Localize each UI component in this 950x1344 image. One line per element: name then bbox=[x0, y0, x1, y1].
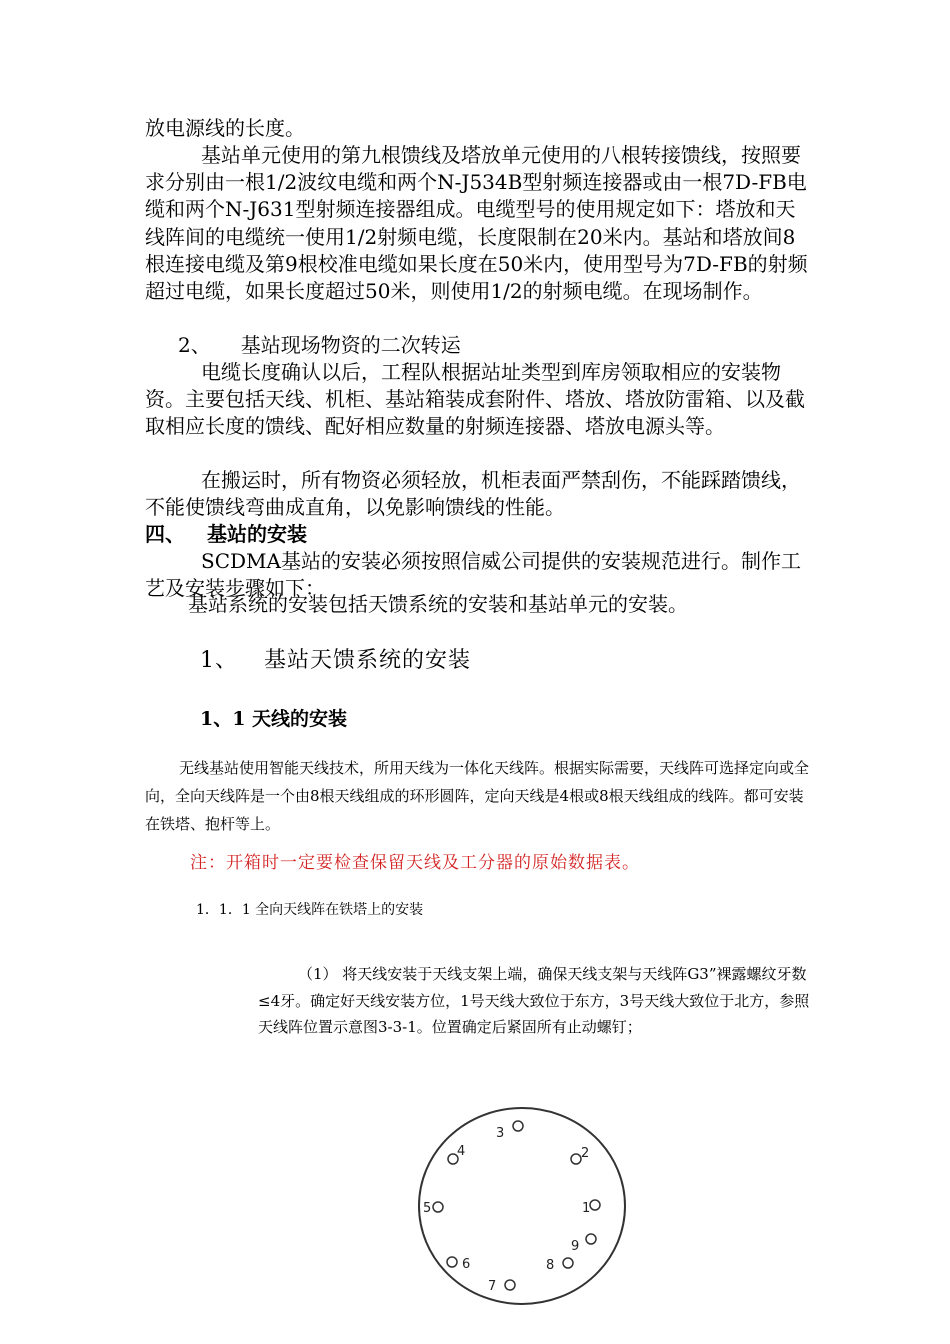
list-item-title: 基站现场物资的二次转运 bbox=[240, 333, 461, 357]
paragraph-feeder-spec: 基站单元使用的第九根馈线及塔放单元使用的八根转接馈线，按照要求分别由一根1/2波纹电缆和两个N-J534B型射频连接器或由一根7D-FB电缆和两个N-J631型射频连接器组成。电缆型号的使用规定如下：塔放和天线阵间的电缆统一使用1/2射频电缆，长度限制在20米内。基站和塔放间8根连接电缆及第9根校准电缆如果长度在50米内，使用型号为7D-FB的射频超过电缆，如果长度超过50米，则使用1/2的射频电缆。在现场制作。 bbox=[145, 143, 808, 304]
antenna-6-marker bbox=[447, 1257, 457, 1267]
label-7: 7 bbox=[488, 1279, 497, 1294]
antenna-2-marker bbox=[571, 1154, 581, 1164]
paragraph-system-scope: 基站系统的安装包括天馈系统的安装和基站单元的安装。 bbox=[188, 592, 688, 616]
label-8: 8 bbox=[546, 1258, 555, 1273]
section-number: 四、 bbox=[145, 522, 185, 546]
heading-number: 1、 bbox=[200, 648, 238, 673]
heading-antenna-system bbox=[200, 646, 800, 676]
paragraph-transport: 在搬运时，所有物资必须轻放，机柜表面严禁刮伤，不能踩踏馈线，不能使馈线弯曲成直角，以免影响馈线的性能。 bbox=[145, 468, 801, 520]
label-6: 6 bbox=[462, 1257, 471, 1272]
section-title: 基站的安装 bbox=[207, 522, 307, 546]
label-2: 2 bbox=[581, 1146, 590, 1161]
antenna-7-marker bbox=[505, 1280, 515, 1290]
label-5: 5 bbox=[423, 1201, 432, 1216]
label-9: 9 bbox=[571, 1239, 580, 1254]
heading-omni-tower: 1．1．1 全向天线阵在铁塔上的安装 bbox=[196, 902, 424, 918]
antenna-9-marker bbox=[586, 1234, 596, 1244]
label-1: 1 bbox=[582, 1201, 591, 1216]
list-item-2 bbox=[178, 332, 810, 359]
antenna-5-marker bbox=[433, 1202, 443, 1212]
note-check-data-sheet: 注：开箱时一定要检查保留天线及工分器的原始数据表。 bbox=[190, 853, 640, 873]
label-4: 4 bbox=[457, 1144, 466, 1159]
antenna-8-marker bbox=[563, 1258, 573, 1268]
list-number: 2、 bbox=[178, 333, 211, 357]
label-3: 3 bbox=[496, 1126, 505, 1141]
array-circle bbox=[419, 1108, 625, 1304]
step-1-install: （1） 将天线安装于天线支架上端，确保天线支架与天线阵G3”裸露螺纹牙数≤4牙。确定好天线安装方位，1号天线大致位于东方，3号天线大致位于北方，参照天线阵位置示意图3-3-1。位置确定后紧固所有止动螺钉； bbox=[258, 965, 810, 1036]
section-heading-4 bbox=[145, 521, 810, 548]
paragraph-power-cable: 放电源线的长度。 bbox=[145, 116, 305, 140]
paragraph-materials: 电缆长度确认以后，工程队根据站址类型到库房领取相应的安装物资。主要包括天线、机柜、基站箱装成套附件、塔放、塔放防雷箱、以及截取相应长度的馈线、配好相应数量的射频连接器、塔放电源头等。 bbox=[145, 360, 805, 439]
paragraph-smart-antenna: 无线基站使用智能天线技术，所用天线为一体化天线阵。根据实际需要，天线阵可选择定向或全向，全向天线阵是一个由8根天线组成的环形圆阵，定向天线是4根或8根天线组成的线阵。都可安装在铁塔、抱杆等上。 bbox=[145, 759, 810, 833]
paragraph-scdma: SCDMA基站的安装必须按照信威公司提供的安装规范进行。制作工艺及安装步骤如下： bbox=[145, 549, 801, 601]
antenna-1-marker bbox=[590, 1200, 600, 1210]
heading-title: 基站天馈系统的安装 bbox=[264, 648, 472, 673]
antenna-array-diagram bbox=[410, 1100, 640, 1310]
heading-antenna-install: 1、1 天线的安装 bbox=[200, 708, 348, 730]
antenna-3-marker bbox=[513, 1121, 523, 1131]
